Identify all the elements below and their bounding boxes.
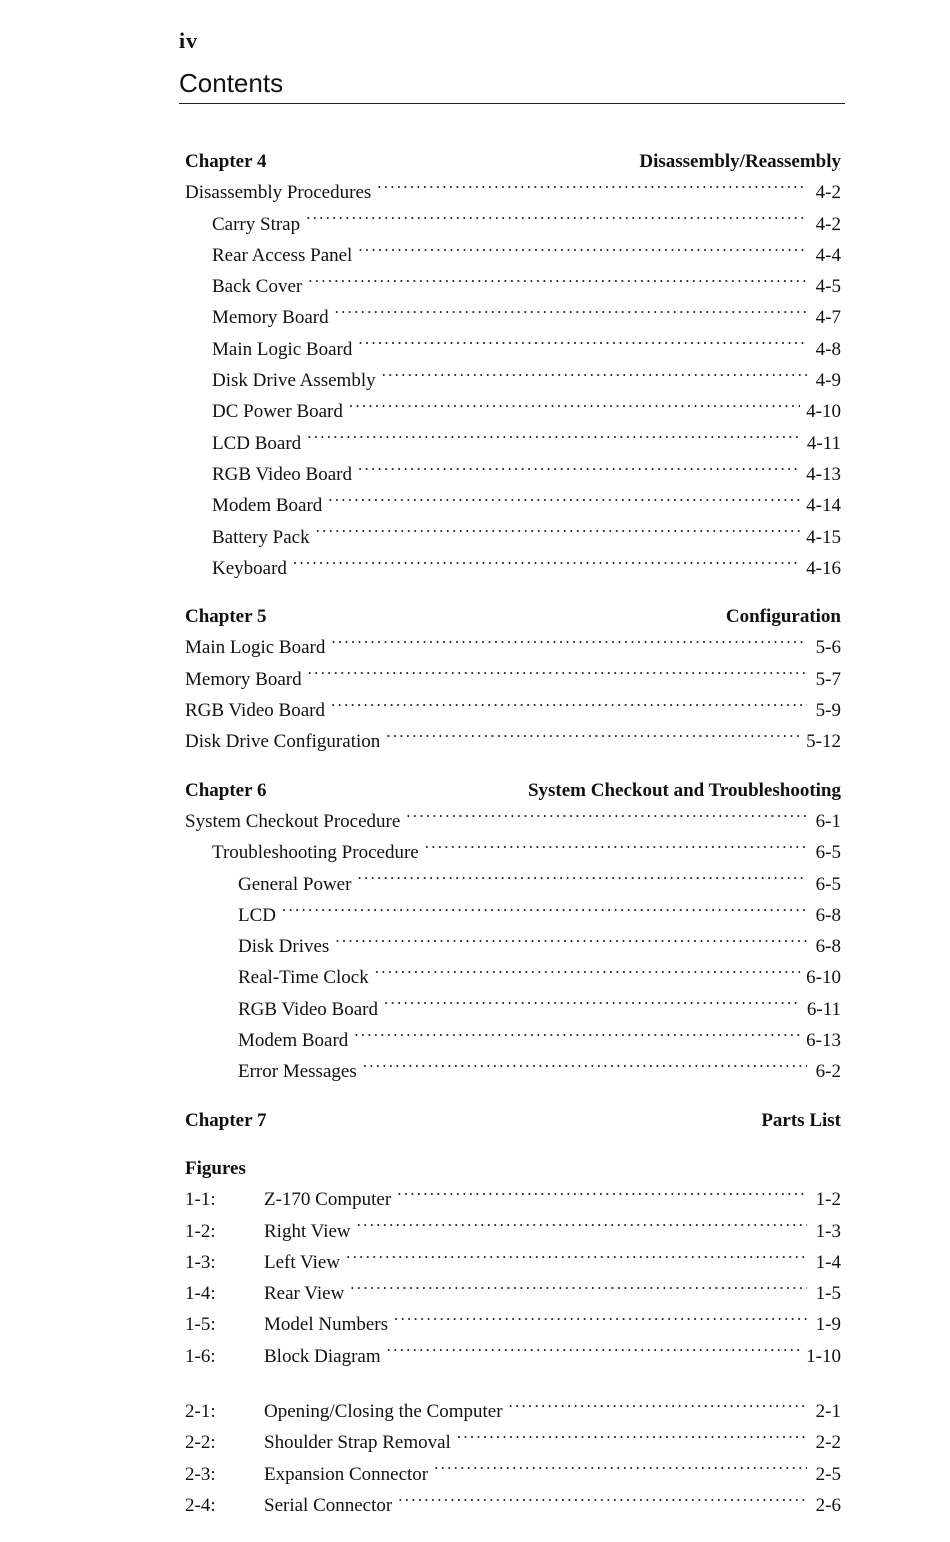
entry-title: General Power xyxy=(238,873,352,895)
entry-title: Disassembly Procedures xyxy=(185,182,372,204)
dot-leader xyxy=(386,723,800,747)
dot-leader xyxy=(363,1053,807,1077)
chapter-section xyxy=(185,779,841,1085)
figure-number: 1-2: xyxy=(185,1220,216,1242)
figure-page: 1-9 xyxy=(815,1314,841,1336)
entry-page: 4-8 xyxy=(815,338,841,360)
dot-leader xyxy=(350,1275,807,1299)
dot-leader xyxy=(335,928,807,952)
figure-number: 1-1: xyxy=(185,1189,216,1211)
dot-leader xyxy=(406,803,807,827)
toc-entry xyxy=(185,629,841,660)
toc-entry xyxy=(185,331,841,362)
page-number: iv xyxy=(179,28,199,53)
entry-title: Disk Drives xyxy=(238,936,330,958)
entry-title: Main Logic Board xyxy=(212,338,353,360)
dot-leader xyxy=(357,866,807,890)
figure-title: Block Diagram xyxy=(264,1345,381,1367)
figure-group-gap xyxy=(185,1369,841,1393)
dot-leader xyxy=(306,206,807,230)
dot-leader xyxy=(308,268,807,292)
entry-title: Memory Board xyxy=(185,668,302,690)
chapter-name: Configuration xyxy=(725,606,841,628)
figure-title: Opening/Closing the Computer xyxy=(264,1400,503,1422)
chapter-section xyxy=(185,605,841,754)
entry-page: 4-13 xyxy=(806,463,841,485)
figure-entry xyxy=(185,1181,841,1212)
figure-title: Z-170 Computer xyxy=(264,1189,392,1211)
toc-entry xyxy=(185,299,841,330)
chapter-name: Parts List xyxy=(761,1109,841,1131)
entry-title: Main Logic Board xyxy=(185,637,326,659)
dot-leader xyxy=(331,692,807,716)
toc-entry xyxy=(185,866,841,897)
figure-number: 1-6: xyxy=(185,1345,216,1367)
toc-entry xyxy=(185,268,841,299)
dot-leader xyxy=(354,1022,800,1046)
figure-number: 2-4: xyxy=(185,1494,216,1516)
entry-title: Keyboard xyxy=(212,557,287,579)
figure-page: 1-4 xyxy=(815,1251,841,1273)
entry-page: 4-16 xyxy=(806,557,841,579)
page-title: Contents xyxy=(179,68,284,98)
toc-entry xyxy=(185,550,841,581)
toc-entry xyxy=(185,661,841,692)
entry-page: 6-11 xyxy=(806,998,841,1020)
entry-page: 6-2 xyxy=(815,1061,841,1083)
toc-entry xyxy=(185,174,841,205)
toc-entry xyxy=(185,959,841,990)
figure-number: 1-3: xyxy=(185,1251,216,1273)
entry-title: RGB Video Board xyxy=(212,463,352,485)
entry-page: 4-4 xyxy=(815,244,841,266)
dot-leader xyxy=(282,897,807,921)
figure-entry xyxy=(185,1456,841,1487)
chapter-section xyxy=(185,1109,841,1133)
toc-entry xyxy=(185,487,841,518)
figure-title: Model Numbers xyxy=(264,1314,389,1336)
chapter-heading xyxy=(185,150,841,174)
toc-entry xyxy=(185,425,841,456)
figure-entry xyxy=(185,1213,841,1244)
dot-leader xyxy=(307,425,801,449)
dot-leader xyxy=(328,487,800,511)
entry-page: 4-11 xyxy=(806,432,841,454)
dot-leader xyxy=(335,299,807,323)
dot-leader xyxy=(331,629,807,653)
dot-leader xyxy=(308,661,807,685)
entry-title: Memory Board xyxy=(212,307,329,329)
figure-page: 1-5 xyxy=(815,1283,841,1305)
figure-title: Serial Connector xyxy=(264,1494,393,1516)
toc-entry xyxy=(185,803,841,834)
chapter-heading xyxy=(185,605,841,629)
toc-entry xyxy=(185,1053,841,1084)
entry-title: Error Messages xyxy=(238,1061,357,1083)
dot-leader xyxy=(316,519,801,543)
figure-page: 1-2 xyxy=(815,1189,841,1211)
dot-leader xyxy=(382,362,807,386)
entry-page: 4-5 xyxy=(815,276,841,298)
dot-leader xyxy=(387,1338,801,1362)
dot-leader xyxy=(377,174,807,198)
entry-page: 4-10 xyxy=(806,401,841,423)
entry-page: 4-2 xyxy=(815,213,841,235)
toc-entry xyxy=(185,456,841,487)
figure-entry xyxy=(185,1424,841,1455)
figure-entry xyxy=(185,1306,841,1337)
table-of-contents xyxy=(185,150,841,1542)
entry-title: Troubleshooting Procedure xyxy=(212,842,419,864)
entry-page: 5-7 xyxy=(815,668,841,690)
toc-entry xyxy=(185,206,841,237)
toc-entry xyxy=(185,519,841,550)
entry-page: 4-14 xyxy=(806,495,841,517)
figure-entry xyxy=(185,1244,841,1275)
figure-number: 2-3: xyxy=(185,1463,216,1485)
dot-leader xyxy=(394,1306,807,1330)
entry-page: 6-5 xyxy=(815,873,841,895)
entry-title: DC Power Board xyxy=(212,401,343,423)
chapter-section xyxy=(185,150,841,581)
toc-entry xyxy=(185,1022,841,1053)
entry-title: LCD Board xyxy=(212,432,302,454)
toc-entry xyxy=(185,897,841,928)
toc-entry xyxy=(185,991,841,1022)
dot-leader xyxy=(358,237,807,261)
figure-page: 2-2 xyxy=(815,1432,841,1454)
chapter-name: Disassembly/Reassembly xyxy=(639,151,841,172)
entry-page: 5-12 xyxy=(806,731,841,753)
dot-leader xyxy=(434,1456,807,1480)
entry-page: 6-5 xyxy=(815,842,841,864)
chapter-label: Chapter 6 xyxy=(185,779,267,801)
chapter-name: System Checkout and Troubleshooting xyxy=(527,779,841,801)
dot-leader xyxy=(358,456,800,480)
dot-leader xyxy=(509,1393,807,1417)
entry-page: 6-8 xyxy=(815,936,841,958)
chapter-label: Chapter 7 xyxy=(185,1109,267,1131)
figure-number: 2-2: xyxy=(185,1432,216,1454)
dot-leader xyxy=(398,1487,807,1511)
entry-title: Rear Access Panel xyxy=(212,244,353,266)
toc-entry xyxy=(185,393,841,424)
entry-page: 6-8 xyxy=(815,904,841,926)
dot-leader xyxy=(375,959,800,983)
entry-page: 6-10 xyxy=(806,967,841,989)
entry-title: Real-Time Clock xyxy=(238,967,369,989)
dot-leader xyxy=(397,1181,807,1205)
entry-title: Battery Pack xyxy=(212,526,310,548)
entry-page: 6-13 xyxy=(806,1030,841,1052)
figure-entry xyxy=(185,1393,841,1424)
figure-entry xyxy=(185,1338,841,1369)
entry-page: 4-7 xyxy=(815,307,841,329)
title-rule xyxy=(179,103,845,104)
figure-page: 1-3 xyxy=(815,1220,841,1242)
figure-number: 1-5: xyxy=(185,1314,216,1336)
figure-number: 1-4: xyxy=(185,1283,216,1305)
entry-page: 4-2 xyxy=(815,182,841,204)
entry-page: 4-15 xyxy=(806,526,841,548)
figure-entry xyxy=(185,1275,841,1306)
toc-entry xyxy=(185,692,841,723)
figure-title: Right View xyxy=(264,1220,351,1242)
entry-title: Modem Board xyxy=(212,495,323,517)
toc-entry xyxy=(185,237,841,268)
entry-page: 4-9 xyxy=(815,370,841,392)
dot-leader xyxy=(384,991,801,1015)
entry-title: Carry Strap xyxy=(212,213,301,235)
figure-number: 2-1: xyxy=(185,1400,216,1422)
chapter-label: Chapter 4 xyxy=(185,151,267,172)
dot-leader xyxy=(425,834,807,858)
entry-page: 6-1 xyxy=(815,810,841,832)
entry-page: 5-6 xyxy=(815,637,841,659)
figure-title: Rear View xyxy=(264,1283,345,1305)
figure-page: 2-1 xyxy=(815,1400,841,1422)
entry-title: RGB Video Board xyxy=(238,998,378,1020)
dot-leader xyxy=(357,1213,807,1237)
chapter-label: Chapter 5 xyxy=(185,606,267,628)
dot-leader xyxy=(457,1424,807,1448)
entry-title: System Checkout Procedure xyxy=(185,810,401,832)
figure-title: Left View xyxy=(264,1251,341,1273)
dot-leader xyxy=(293,550,800,574)
toc-entry xyxy=(185,928,841,959)
figure-entry xyxy=(185,1487,841,1518)
figure-title: Shoulder Strap Removal xyxy=(264,1432,451,1454)
entry-page: 5-9 xyxy=(815,700,841,722)
figure-page: 2-6 xyxy=(815,1494,841,1516)
toc-entry xyxy=(185,362,841,393)
dot-leader xyxy=(346,1244,807,1268)
figure-page: 2-5 xyxy=(815,1463,841,1485)
entry-title: Modem Board xyxy=(238,1030,349,1052)
figures-heading: Figures xyxy=(185,1157,246,1179)
dot-leader xyxy=(349,393,800,417)
chapter-heading xyxy=(185,779,841,803)
figure-page: 1-10 xyxy=(806,1345,841,1367)
toc-entry xyxy=(185,723,841,754)
entry-title: RGB Video Board xyxy=(185,700,325,722)
chapter-heading xyxy=(185,1109,841,1133)
entry-title: Disk Drive Configuration xyxy=(185,731,381,753)
figure-title: Expansion Connector xyxy=(264,1463,429,1485)
dot-leader xyxy=(358,331,807,355)
entry-title: Back Cover xyxy=(212,276,303,298)
entry-title: Disk Drive Assembly xyxy=(212,370,376,392)
entry-title: LCD xyxy=(238,904,276,926)
figures-section xyxy=(185,1157,841,1518)
toc-entry xyxy=(185,834,841,865)
